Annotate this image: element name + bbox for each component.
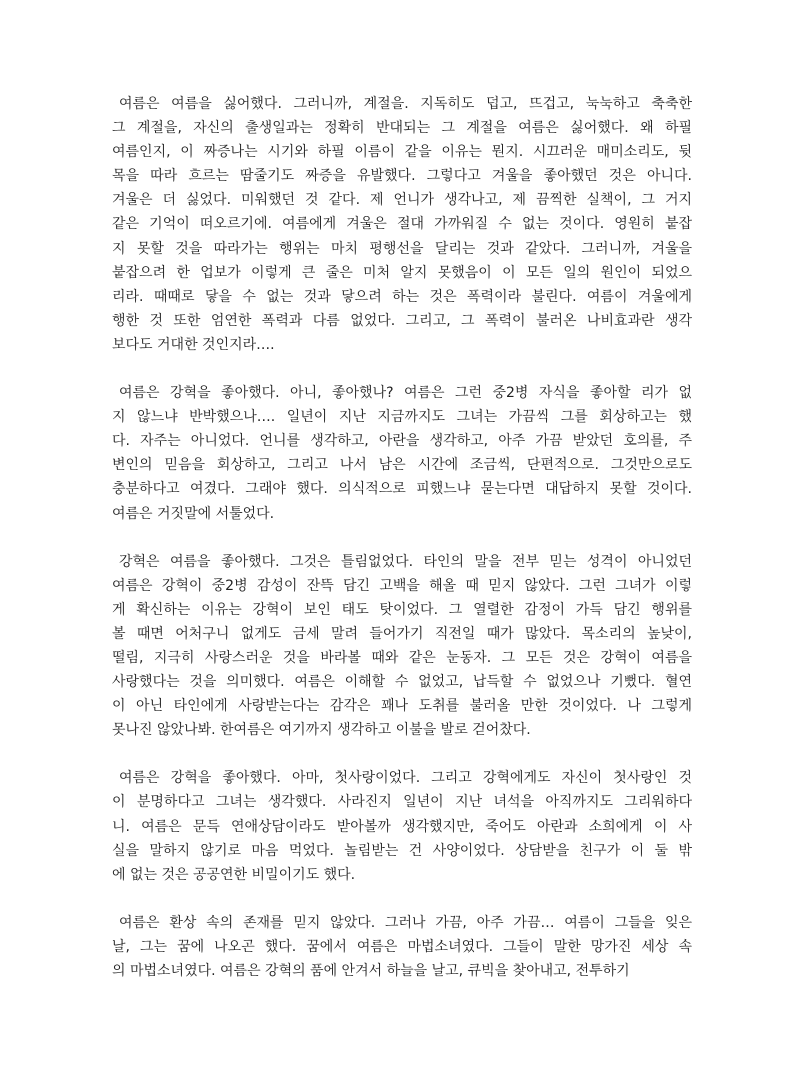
- text-line: 강혁은 여름을 좋아했다. 그것은 틀림없었다. 타인의 말을 전부 믿는 성격이 아니었던: [119, 553, 692, 570]
- text-line: 보다도 거대한 것인지라….: [112, 336, 275, 353]
- text-line: 여름은 강혁을 좋아했다. 아마, 첫사랑이었다. 그리고 강혁에게도 자신이 첫사랑인 것: [119, 770, 692, 787]
- text-line: 여름은 거짓말에 서툴었다.: [112, 505, 275, 522]
- text-line: 여름은 환상 속의 존재를 믿지 않았다. 그러나 가끔, 아주 가끔… 여름이 그들을 잊은: [119, 914, 692, 931]
- text-line: 의 마법소녀였다. 여름은 강혁의 품에 안겨서 하늘을 날고, 큐빅을 찾아내고, 전투하기: [112, 963, 630, 979]
- paragraph: [112, 550, 692, 743]
- paragraph: [112, 911, 692, 983]
- text-line: 붙잡으려 한 업보가 이렇게 큰 줄은 미처 알지 못했음이 이 모든 일의 원인이 되었으: [112, 264, 692, 281]
- text-line: 행한 것 또한 엄연한 폭력과 다름 없었다. 그리고, 그 폭력이 불러온 나비효과란 생각: [112, 312, 692, 329]
- text-line: 지 못할 것을 따라가는 행위는 마치 평행선을 달리는 것과 같았다. 그러니까, 겨울을: [112, 240, 692, 257]
- text-line: 여름인지, 이 짜증나는 시기와 하필 이름이 같을 이유는 뭔지. 시끄러운 매미소리도, 뒷: [112, 144, 692, 161]
- text-line: 떨림, 지극히 사랑스러운 것을 바라볼 때와 같은 눈동자. 그 모든 것은 강혁이 여름을: [112, 649, 692, 666]
- text-line: 이 분명하다고 그녀는 생각했다. 사라진지 일년이 지난 녀석을 아직까지도 그리워하다: [112, 794, 692, 811]
- text-line: 에 없는 것은 공공연한 비밀이기도 했다.: [112, 866, 356, 883]
- text-line: 니. 여름은 문득 연애상담이라도 받아볼까 생각했지만, 죽어도 아란과 소희에게 이 사: [112, 818, 692, 835]
- text-line: 여름은 여름을 싫어했다. 그러니까, 계절을. 지독히도 덥고, 뜨겁고, 눅눅하고 축축한: [119, 96, 692, 112]
- text-line: 리라. 때때로 닿을 수 없는 것과 닿으려 하는 것은 폭력이라 불린다. 여름이 겨울에게: [112, 288, 692, 305]
- text-line: 볼 때면 어처구니 없게도 금세 말려 들어가기 직전일 때가 많았다. 목소리의 높낮이,: [112, 625, 692, 642]
- text-line: 같은 기억이 떠오르기에. 여름에게 겨울은 절대 가까워질 수 없는 것이다. 영원히 붙잡: [112, 216, 692, 233]
- paragraph: [112, 381, 692, 526]
- paragraph: [112, 92, 692, 357]
- text-line: 사랑했다는 것을 의미했다. 여름은 이해할 수 없었고, 납득할 수 없었으나 기뻤다. 혈연: [112, 674, 692, 691]
- text-line: 날, 그는 꿈에 나오곤 했다. 꿈에서 여름은 마법소녀였다. 그들이 말한 망가진 세상 속: [112, 938, 692, 955]
- text-line: 충분하다고 여겼다. 그래야 했다. 의식적으로 피했느냐 묻는다면 대답하지 못할 것이다.: [112, 481, 692, 498]
- text-line: 이 아닌 타인에게 사랑받는다는 감각은 꽤나 도취를 불러올 만한 것이었다. 나 그렇게: [112, 698, 692, 715]
- text-line: 게 확신하는 이유는 강혁이 보인 태도 탓이었다. 그 열렬한 감정이 가득 담긴 행위를: [112, 601, 692, 618]
- text-line: 여름은 강혁을 좋아했다. 아니, 좋아했나? 여름은 그런 중2병 자식을 좋아할 리가 없: [119, 385, 692, 402]
- paragraph: [112, 766, 692, 886]
- text-line: 지 않느냐 반박했으나…. 일년이 지난 지금까지도 그녀는 가끔씩 그를 회상하고는 했: [112, 409, 692, 426]
- text-line: 겨울은 더 싫었다. 미워했던 것 같다. 제 언니가 생각나고, 제 끔찍한 실책이, 그 거지: [112, 192, 692, 209]
- document-page: [112, 92, 692, 1007]
- text-line: 여름은 강혁이 중2병 감성이 잔뜩 담긴 고백을 해올 때 믿지 않았다. 그런 그녀가 이렇: [112, 577, 692, 594]
- text-line: 변인의 믿음을 회상하고, 그리고 나서 남은 시간에 조금씩, 단편적으로. 그것만으로도: [112, 457, 692, 474]
- text-line: 못나진 않았나봐. 한여름은 여기까지 생각하고 이불을 발로 걷어찼다.: [112, 722, 531, 739]
- text-line: 그 계절을, 자신의 출생일과는 정확히 반대되는 그 계절을 여름은 싫어했다. 왜 하필: [112, 120, 692, 137]
- text-line: 실을 말하지 않기로 마음 먹었다. 놀림받는 건 사양이었다. 상담받을 친구가 이 둘 밖: [112, 842, 692, 859]
- text-line: 다. 자주는 아니었다. 언니를 생각하고, 아란을 생각하고, 아주 가끔 받았던 호의를, 주: [112, 433, 692, 450]
- text-line: 목을 따라 흐르는 땀줄기도 짜증을 유발했다. 그렇다고 겨울을 좋아했던 것은 아니다.: [112, 168, 692, 185]
